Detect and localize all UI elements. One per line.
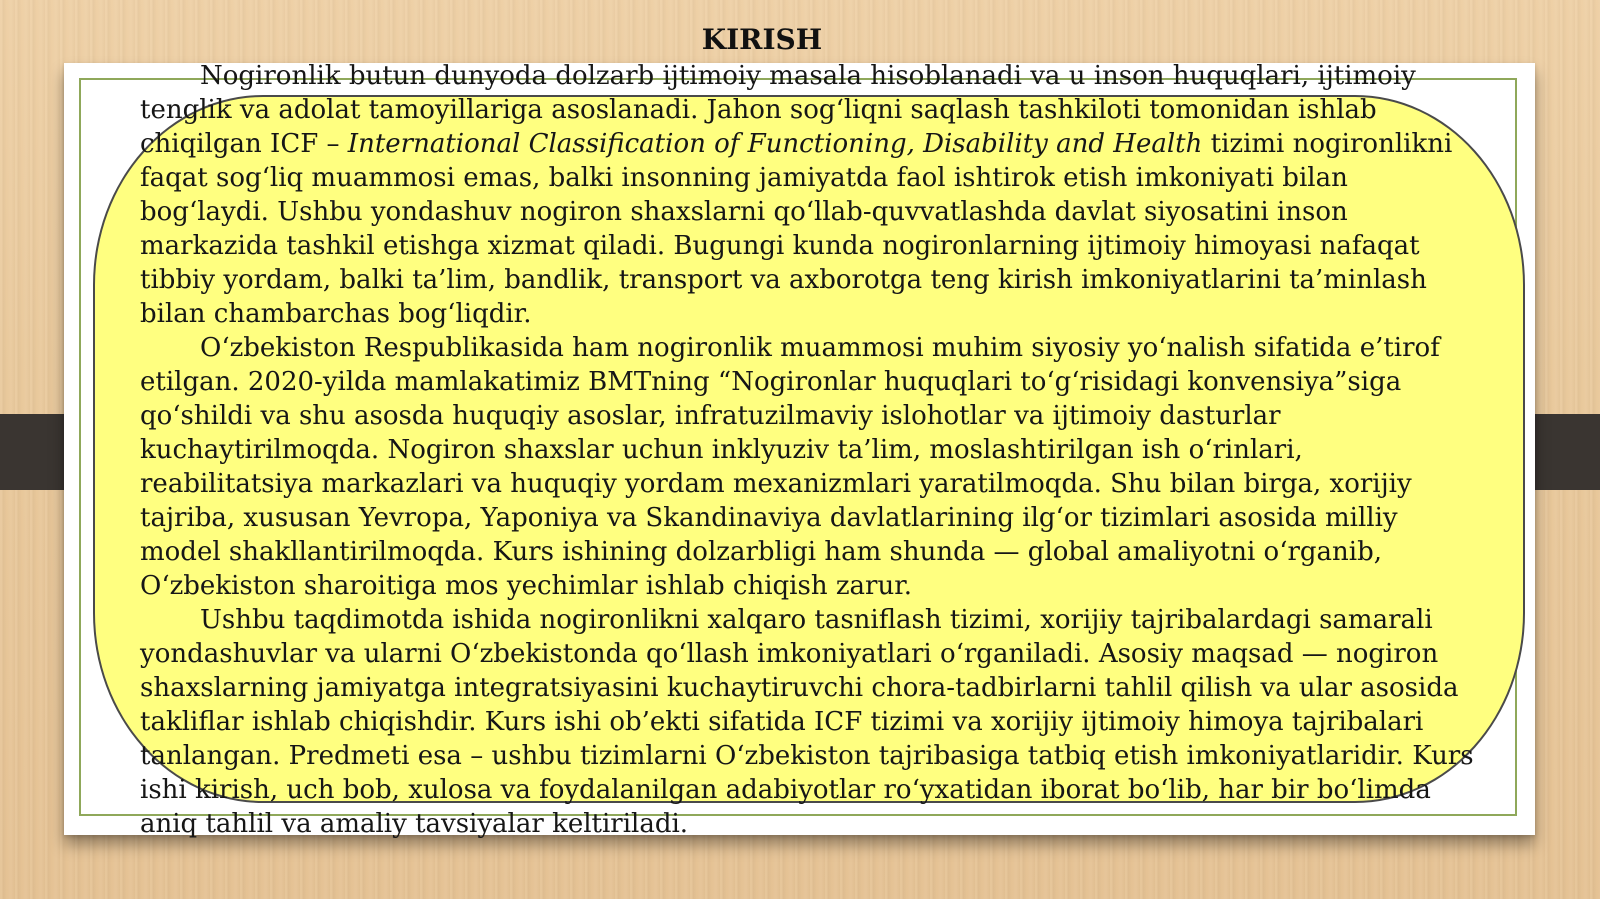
dark-band-right bbox=[1528, 414, 1600, 490]
slide-title: KIRISH bbox=[701, 23, 823, 56]
dark-band-left bbox=[0, 414, 70, 490]
paragraph-3: Ushbu taqdimotda ishida nogironlikni xalqaro tasniflash tizimi, xorijiy tajribalardagi samarali yondashuvlar va ularni O‘zbekistonda qo‘llash imkoniyatlari o‘rganiladi. Asosiy maqsad — nogiron shaxslarning jamiyatga integratsiyasini kuchaytiruvchi chora-tadbirlarni tahlil qilish va ular asosida takliflar ishlab chiqishdir. Kurs ishi ob’ekti sifatida ICF tizimi va xorijiy ijtimoiy himoya tajribalari tanlangan. Predmeti esa – ushbu tizimlarni O‘zbekiston tajribasiga tatbiq etish imkoniyatlaridir. Kurs ishi kirish, uch bob, xulosa va foydalanilgan adabiyotlar ro‘yxatidan iborat bo‘lib, har bir bo‘limda aniq tahlil va amaliy tavsiyalar keltiriladi. bbox=[140, 605, 1474, 839]
paragraph-1 bbox=[140, 59, 1480, 331]
body-text bbox=[140, 59, 1480, 841]
paragraph-1-text-end: tizimi nogironlikni faqat sog‘liq muammosi emas, balki insonning jamiyatda faol ishtirok etish imkoniyati bilan bog‘laydi. Ushbu yondashuv nogiron shaxslarni qo‘llab-quvvatlashda davlat siyosatini inson markazida tashkil etishga xizmat qiladi. Bugungi kunda nogironlarning ijtimoiy himoyasi nafaqat tibbiy yordam, balki ta’lim, bandlik, transport va axborotga teng kirish imkoniyatlarini ta’minlash bilan chambarchas bog‘liqdir. bbox=[140, 129, 1453, 329]
paragraph-1-text-start: Nogironlik butun dunyoda dolzarb ijtimoiy masala hisoblanadi va u inson huquqlari, ijtimoiy tenglik va adolat tamoyillariga asoslanadi. Jahon sog‘liqni saqlash tashkiloti tomonidan ishlab chiqilgan ICF – bbox=[140, 61, 1416, 159]
paragraph-2: O‘zbekiston Respublikasida ham nogironlik muammosi muhim siyosiy yo‘nalish sifatida e’tirof etilgan. 2020-yilda mamlakatimiz BMTning “Nogironlar huquqlari to‘g‘risidagi konvensiya”siga qo‘shildi va shu asosda huquqiy asoslar, infratuzilmaviy islohotlar va ijtimoiy dasturlar kuchaytirilmoqda. Nogiron shaxslar uchun inklyuziv ta’lim, moslashtirilgan ish o‘rinlari, reabilitatsiya markazlari va huquqiy yordam mexanizmlari yaratilmoqda. Shu bilan birga, xorijiy tajriba, xususan Yevropa, Yaponiya va Skandinaviya davlatlarining ilg‘or tizimlari asosida milliy model shakllantirilmoqda. Kurs ishining dolzarbligi ham shunda — global amaliyotni o‘rganib, O‘zbekiston sharoitiga mos yechimlar ishlab chiqish zarur. bbox=[140, 333, 1440, 601]
paragraph-1-italic-term: International Classification of Functioning, Disability and Health bbox=[347, 129, 1203, 159]
